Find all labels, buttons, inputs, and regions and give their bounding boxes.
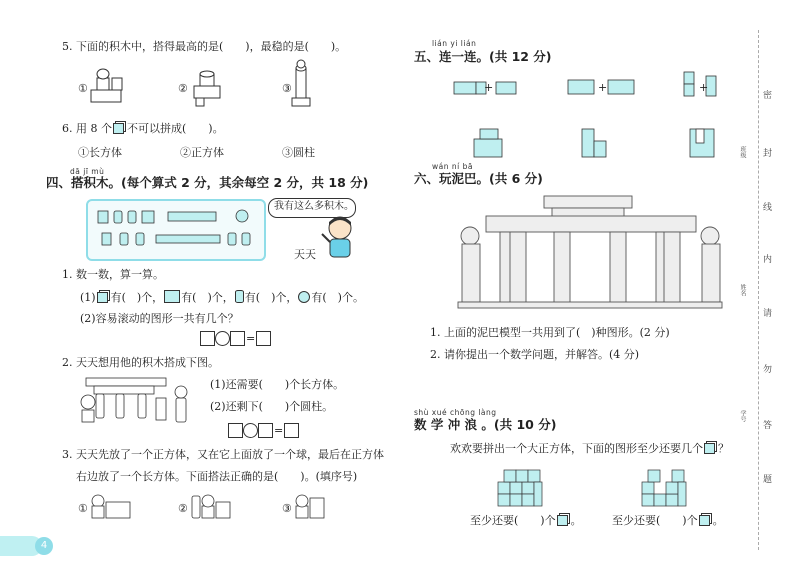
equation-2: = xyxy=(228,423,299,438)
cube-icon xyxy=(113,123,124,134)
seal-char: 答 xyxy=(763,421,773,431)
q6-post: 不可以拼成( )。 xyxy=(126,122,224,135)
q6-option-1: ①长方体 xyxy=(78,146,122,159)
plus-1: + xyxy=(484,81,494,94)
cube-icon xyxy=(699,515,710,526)
q3-option-3: ③ xyxy=(282,502,292,515)
q5-blocks-2 xyxy=(190,68,230,112)
seal-char: 勿 xyxy=(763,365,773,375)
seal-char: 密 xyxy=(763,91,773,101)
sec4-q2-a: (1)还需要( )个长方体。 xyxy=(210,378,345,391)
seal-small-label: 姓名 xyxy=(739,284,746,296)
seal-char: 线 xyxy=(763,203,773,213)
sec4-q1: 1. 数一数，算一算。 xyxy=(62,268,164,281)
sec4-q3-line1: 3. 天天先放了一个正方体，又在它上面放了一个球，最后在正方体 xyxy=(62,448,384,461)
seal-char: 内 xyxy=(763,255,773,265)
seal-char: 请 xyxy=(763,309,773,319)
operator-circle[interactable] xyxy=(243,423,258,438)
answer-box[interactable] xyxy=(200,331,215,346)
answer-box[interactable] xyxy=(230,331,245,346)
page-number-circle: 4 xyxy=(35,537,53,555)
sec5-pinyin: lián yi lián xyxy=(432,39,477,48)
q6-pre: 6. 用 8 个 xyxy=(62,122,112,135)
q3-blocks-2 xyxy=(190,492,234,520)
plus-3: + xyxy=(699,81,709,94)
q3-blocks-3 xyxy=(294,492,338,520)
q6-text xyxy=(62,122,224,136)
sec4-title: 四、搭积木。(每个算式 2 分，其余每空 2 分，共 18 分) xyxy=(46,175,369,190)
q5-blocks-3 xyxy=(290,58,320,112)
cuboid-icon xyxy=(164,290,180,303)
connect-bottom-row xyxy=(470,125,730,161)
sec5-title: 五、连一连。(共 12 分) xyxy=(414,49,552,64)
cube-puzzle-2 xyxy=(640,462,690,510)
answer-box[interactable] xyxy=(284,423,299,438)
q3-blocks-1 xyxy=(90,492,134,520)
seal-char: 题 xyxy=(763,475,773,485)
seal-char: 封 xyxy=(763,149,773,159)
sec6-pinyin: wán ní bā xyxy=(432,162,473,171)
q5-text: 5. 下面的积木中，搭得最高的是( )，最稳的是( )。 xyxy=(62,40,347,53)
sec4-q3-line2: 右边放了一个长方体。下面搭法正确的是( )。(填序号) xyxy=(76,470,358,483)
answer-box[interactable] xyxy=(256,331,271,346)
sphere-icon xyxy=(298,291,310,303)
plus-2: + xyxy=(598,81,608,94)
sec4-q1-line: (1) 有( )个， 有( )个， 有( )个， 有( )个。 xyxy=(80,291,364,304)
q3-option-2: ② xyxy=(178,502,188,515)
sec6-title: 六、玩泥巴。(共 6 分) xyxy=(414,171,543,186)
cube-puzzle-1 xyxy=(496,462,546,510)
cube-icon xyxy=(704,443,715,454)
q5-option-1: ① xyxy=(78,82,88,95)
q6-option-3: ③圆柱 xyxy=(282,146,315,159)
boy-name: 天天 xyxy=(294,248,316,261)
cube-icon xyxy=(557,515,568,526)
sec4-q1-2: (2)容易滚动的图形一共有几个？ xyxy=(80,312,239,325)
q2-structure xyxy=(76,372,198,428)
sec6-q2: 2. 请你提出一个数学问题，并解答。(4 分) xyxy=(430,348,640,361)
seal-divider xyxy=(758,30,759,550)
sec6-q1: 1. 上面的泥巴模型一共用到了( )种图形。(2 分) xyxy=(430,326,670,339)
blocks-panel-shapes xyxy=(92,203,258,255)
sec4-q2-b: (2)还剩下( )个圆柱。 xyxy=(210,400,334,413)
q6-option-2: ②正方体 xyxy=(180,146,224,159)
answer-box[interactable] xyxy=(258,423,273,438)
cylinder-icon xyxy=(235,290,244,303)
boy-illustration xyxy=(318,214,358,262)
q5-blocks-1 xyxy=(88,68,138,112)
sec7-title: 数 学 冲 浪 。(共 10 分) xyxy=(414,417,557,432)
cube-icon xyxy=(97,292,108,303)
sec7-pinyin: shù xué chōng làng xyxy=(414,408,497,417)
sec4-q2: 2. 天天想用他的积木搭成下图。 xyxy=(62,356,219,369)
q3-option-1: ① xyxy=(78,502,88,515)
speech-bubble-text: 我有这么多积木。 xyxy=(274,201,354,212)
q5-option-2: ② xyxy=(178,82,188,95)
seal-small-label: 班级 xyxy=(739,146,746,158)
sec4-pinyin: dā jī mù xyxy=(70,167,105,176)
seal-small-label: 学号 xyxy=(739,410,746,422)
operator-circle[interactable] xyxy=(215,331,230,346)
sec7-answer-1: 至少还要( )个 。 xyxy=(470,514,582,527)
equation-1: = xyxy=(200,331,271,346)
clay-arch-model xyxy=(452,192,728,314)
q5-option-3: ③ xyxy=(282,82,292,95)
answer-box[interactable] xyxy=(228,423,243,438)
sec7-desc: 欢欢要拼出一个大正方体，下面的图形至少还要几个 ？ xyxy=(450,442,729,455)
sec7-answer-2: 至少还要( )个 。 xyxy=(612,514,724,527)
